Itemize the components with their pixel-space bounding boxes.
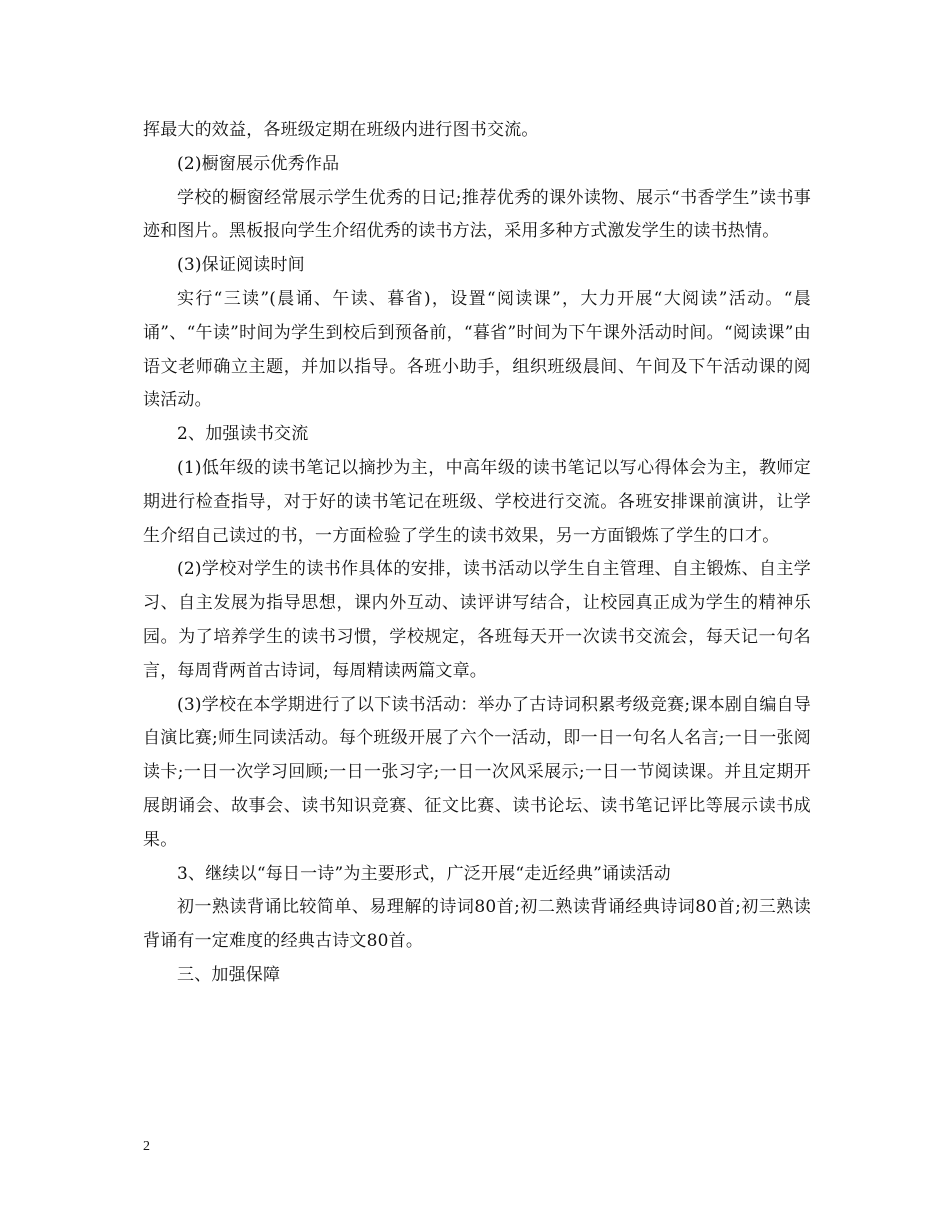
paragraph-recitation-plan: 初一熟读背诵比较简单、易理解的诗词80首;初二熟读背诵经典诗词80首;初三熟读背诵有一定难度的经典古诗文80首。 [143, 897, 811, 952]
paragraph-reading-arrangement: (2)学校对学生的读书作具体的安排，读书活动以学生自主管理、自主锻炼、自主学习、自主发展为指导思想，课内外互动、读评讲写结合，让校园真正成为学生的精神乐园。为了培养学生的读书习惯，学校规定，各班每天开一次读书交流会，每天记一句名言，每周背两首古诗词，每周精读两篇文章。 [143, 559, 811, 681]
subheading-window-display: (2)橱窗展示优秀作品 [177, 153, 340, 174]
paragraph-reading-time: 实行“三读”(晨诵、午读、暮省)，设置“阅读课”，大力开展“大阅读”活动。“晨诵”、“午读”时间为学生到校后到预备前，“暮省”时间为下午课外活动时间。“阅读课”由语文老师确立主题，并加以指导。各班小助手，组织班级晨间、午间及下午活动课的阅读活动。 [143, 288, 811, 411]
paragraph-continuation: 挥最大的效益，各班级定期在班级内进行图书交流。 [143, 120, 539, 140]
paragraph-reading-activities: (3)学校在本学期进行了以下读书活动：举办了古诗词积累考级竞赛;课本剧自编自导自演比赛;师生同读活动。每个班级开展了六个一活动，即一日一句名人名言;一日一张阅读卡;一日一次学习回顾;一日一张习字;一日一次风采展示;一日一节阅读课。并且定期开展朗诵会、故事会、读书知识竞赛、征文比赛、读书论坛、读书笔记评比等展示读书成果。 [143, 694, 811, 850]
paragraph-reading-notes: (1)低年级的读书笔记以摘抄为主，中高年级的读书笔记以写心得体会为主，教师定期进行检查指导，对于好的读书笔记在班级、学校进行交流。各班安排课前演讲，让学生介绍自己读过的书，一方面检验了学生的读书效果，另一方面锻炼了学生的口才。 [143, 457, 811, 546]
paragraph-window-display: 学校的橱窗经常展示学生优秀的日记;推荐优秀的课外读物、展示“书香学生”读书事迹和图片。黑板报向学生介绍优秀的读书方法，采用多种方式激发学生的读书热情。 [143, 187, 811, 242]
page-number: 2 [143, 1139, 150, 1154]
document-body [143, 114, 811, 993]
subheading-reading-time: (3)保证阅读时间 [177, 255, 305, 276]
section-heading-safeguards: 三、加强保障 [177, 964, 281, 985]
section-heading-classic-recitation: 3、继续以“每日一诗”为主要形式，广泛开展“走近经典”诵读活动 [177, 863, 671, 884]
section-heading-reading-exchange: 2、加强读书交流 [177, 424, 309, 445]
